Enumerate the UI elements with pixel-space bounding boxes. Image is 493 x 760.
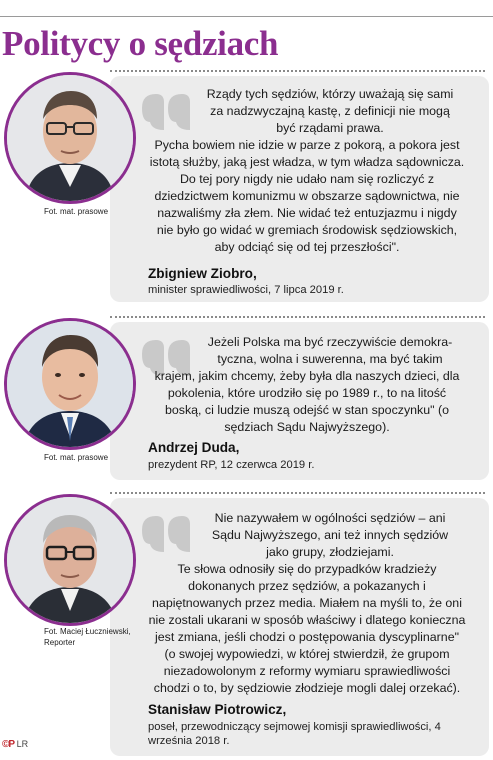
photo-credit: Fot. mat. prasowe [44,453,109,462]
top-rule [0,16,493,17]
author-role: prezydent RP, 12 czerwca 2019 r. [148,459,315,471]
footer-credit [2,739,28,750]
portrait-photo [4,72,136,204]
dotted-rule [110,70,485,72]
photo-credit: Fot. Maciej Łuczniewski, Reporter [44,627,131,647]
author-role: minister sprawiedliwości, 7 lipca 2019 r. [148,284,344,296]
quote-author: Stanisław Piotrowicz, [148,702,287,717]
author-role: poseł, przewodniczący sejmowej komisji sprawiedliwości, 4 września 2018 r. [148,721,441,747]
portrait-ziobro [7,75,133,201]
quote-text: Rządy tych sędziów, którzy uważają się sami za nadzwyczajną kastę, z definicji nie mogą być rządami prawa. Pycha bowiem nie idzie w parze z pokorą, a pokora jest istotą służby, jaką jest władza, w tym władza sądownicza. Do tej pory nigdy nie udało nam się rozliczyć z dziedzictwem komunizmu w obszarze sądownictwa, nie nazwaliśmy zła złem. Nie widać też entuzjazmu i nigdy nie było go widać w gremiach środowisk sędziowskich, aby odciąć się od tej przeszłości". [149,87,465,254]
photo-credit: Fot. mat. prasowe [44,207,109,216]
quote-text: Nie nazywałem w ogólności sędziów – ani Sądu Najwyższego, ani też innych sędziów jako grupy, złodziejami. Te słowa odnosiły się do przypadków kradzieży dokonanych przez sędziów, a pokazanych i napiętnowanych przez media. Miałem na myśli to, że oni nie zostali ukarani w sposób właściwy i dlatego konieczna jest zmiana, jeśli chodzi o postępowania dyscyplinarne" (o swojej wypowiedzi, w której stwierdził, że grupom niezadowolonym z reformy wymiaru sprawiedliwości chodzi o to, by sędziowie złodzieje mogli dalej orzekać). [148,511,466,695]
quote-text: Jeżeli Polska ma być rzeczywiście demokra- tyczna, wolna i suwerenna, ma być takim krajem, jakim chcemy, żeby była dla naszych dzieci, dla pokolenia, które urodziło się po 1989 r., to na litość boską, ci ludzie muszą odejść w stan spoczynku" (o sędziach Sądu Najwyższego). [154,335,460,434]
quote-author: Andrzej Duda, [148,440,240,455]
portrait-photo [4,318,136,450]
quote-author: Zbigniew Ziobro, [148,266,257,281]
author-initials: LR [16,739,29,749]
publisher-logo: ©P [2,739,15,750]
portrait-piotrowicz [7,497,133,623]
dotted-rule [110,492,485,494]
portrait-duda [7,321,133,447]
page-title: Politycy o sędziach [2,24,279,63]
portrait-photo [4,494,136,626]
dotted-rule [110,316,485,318]
